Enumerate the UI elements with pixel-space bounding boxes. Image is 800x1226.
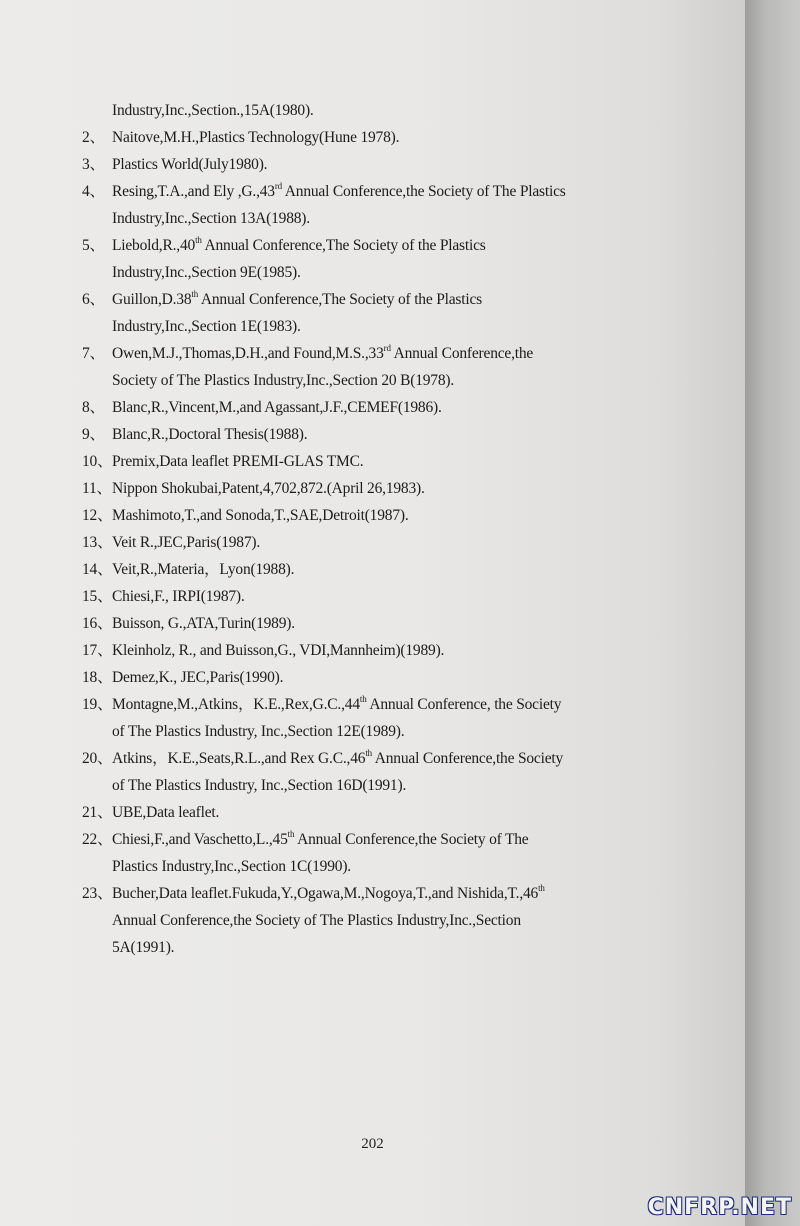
ordinal-superscript: rd [274,180,282,191]
reference-item [82,880,682,907]
reference-number: 18、 [82,669,113,686]
reference-text [112,232,682,259]
reference-item [82,664,682,691]
reference-list [82,97,682,961]
reference-text-end: Annual Conference,the [390,345,534,362]
reference-item [82,286,682,313]
reference-text [112,178,682,205]
reference-text: Kleinholz, R., and Buisson,G., VDI,Mannheim)(1989). [112,642,445,659]
reference-number: 5、 [82,237,105,254]
reference-continuation: 5A(1991). [112,939,175,956]
reference-text: Veit R.,JEC,Paris(1987). [112,534,261,551]
reference-text-start: Guillon,D.38 [112,291,192,308]
reference-continuation: Society of The Plastics Industry,Inc.,Section 20 B(1978). [112,372,455,389]
reference-text [112,826,682,853]
reference-text: UBE,Data leaflet. [112,804,220,821]
reference-text: Veit,R.,Materia，Lyon(1988). [112,561,295,578]
reference-text-start: Atkins，K.E.,Seats,R.L.,and Rex G.C.,46 [112,750,366,767]
reference-item [82,232,682,259]
reference-number: 23、 [82,885,113,902]
reference-text [112,745,682,772]
reference-text-start: Owen,M.J.,Thomas,D.H.,and Found,M.S.,33 [112,345,384,362]
reference-number: 8、 [82,399,105,416]
reference-text-end: Annual Conference,the Society of The Plastics [281,183,566,200]
ordinal-superscript: th [538,882,545,893]
reference-number: 12、 [82,507,113,524]
reference-number: 4、 [82,183,105,200]
reference-item [82,745,682,772]
reference-number: 10、 [82,453,113,470]
reference-number: 19、 [82,696,113,713]
reference-number: 13、 [82,534,113,551]
ordinal-superscript: th [287,828,295,839]
reference-item [82,529,682,556]
reference-number: 16、 [82,615,113,632]
reference-text-end: Annual Conference, the Society [366,696,562,713]
reference-number: 6、 [82,291,105,308]
reference-continuation: Industry,Inc.,Section 9E(1985). [112,264,301,281]
reference-continuation: of The Plastics Industry, Inc.,Section 16D(1991). [112,777,407,794]
reference-text-start: Chiesi,F.,and Vaschetto,L.,45 [112,831,288,848]
reference-text-end: Annual Conference,the Society [371,750,564,767]
reference-text: Demez,K., JEC,Paris(1990). [112,669,284,686]
reference-item [82,583,682,610]
ordinal-superscript: th [365,747,372,758]
reference-number: 21、 [82,804,113,821]
reference-text-start: Montagne,M.,Atkins，K.E.,Rex,G.C.,44 [112,696,360,713]
reference-number: 15、 [82,588,113,605]
reference-item [82,340,682,367]
reference-item [82,502,682,529]
reference-text [112,286,682,313]
reference-item [82,151,682,178]
reference-text-end: Annual Conference,The Society of the Plastics [201,237,486,254]
reference-item [82,691,682,718]
reference-item [82,610,682,637]
reference-item [82,799,682,826]
reference-item [82,475,682,502]
reference-item [82,637,682,664]
reference-number: 17、 [82,642,113,659]
reference-continuation: of The Plastics Industry, Inc.,Section 12E(1989). [112,723,405,740]
reference-item [82,124,682,151]
reference-number: 20、 [82,750,113,767]
reference-text: Chiesi,F., IRPI(1987). [112,588,245,605]
reference-number: 22、 [82,831,113,848]
ordinal-superscript: th [191,288,199,299]
ordinal-superscript: th [195,234,202,245]
reference-text: Blanc,R.,Doctoral Thesis(1988). [112,426,308,443]
reference-text: Blanc,R.,Vincent,M.,and Agassant,J.F.,CEMEF(1986). [112,399,442,416]
reference-text-start: Bucher,Data leaflet.Fukuda,Y.,Ogawa,M.,Nogoya,T.,and Nishida,T.,46 [112,885,539,902]
reference-text [112,691,682,718]
reference-text [112,340,682,367]
reference-item [82,421,682,448]
reference-text: Premix,Data leaflet PREMI-GLAS TMC. [112,453,364,470]
reference-text: Buisson, G.,ATA,Turin(1989). [112,615,295,632]
reference-number: 7、 [82,345,105,362]
reference-text-start: Resing,T.A.,and Ely ,G.,43 [112,183,275,200]
reference-text: Nippon Shokubai,Patent,4,702,872.(April 26,1983). [112,480,425,497]
reference-text-end: Annual Conference,The Society of the Plastics [198,291,482,308]
page-edge [745,0,800,1226]
reference-text-start: Liebold,R.,40 [112,237,196,254]
reference-item [82,178,682,205]
reference-number: 2、 [82,129,105,146]
page-number: 202 [361,1136,384,1152]
ordinal-superscript: th [359,693,367,704]
reference-item [82,826,682,853]
reference-text: Mashimoto,T.,and Sonoda,T.,SAE,Detroit(1987). [112,507,409,524]
reference-continuation: Industry,Inc.,Section 1E(1983). [112,318,301,335]
reference-number: 11、 [82,480,112,497]
reference-number: 14、 [82,561,113,578]
reference-text: Naitove,M.H.,Plastics Technology(Hune 1978). [112,129,400,146]
reference-continuation: Industry,Inc.,Section 13A(1988). [112,210,310,227]
reference-text: Industry,Inc.,Section.,15A(1980). [112,102,314,119]
reference-item [82,556,682,583]
ordinal-superscript: rd [383,342,391,353]
reference-text-end: Annual Conference,the Society of The [294,831,529,848]
watermark: CNFRP.NET [647,1195,792,1220]
reference-item [82,448,682,475]
reference-continuation: Plastics Industry,Inc.,Section 1C(1990). [112,858,351,875]
reference-number: 3、 [82,156,105,173]
reference-number: 9、 [82,426,105,443]
reference-text: Plastics World(July1980). [112,156,268,173]
reference-item [82,394,682,421]
reference-text [112,880,682,907]
reference-item [82,97,682,124]
reference-continuation: Annual Conference,the Society of The Plastics Industry,Inc.,Section [112,912,521,929]
